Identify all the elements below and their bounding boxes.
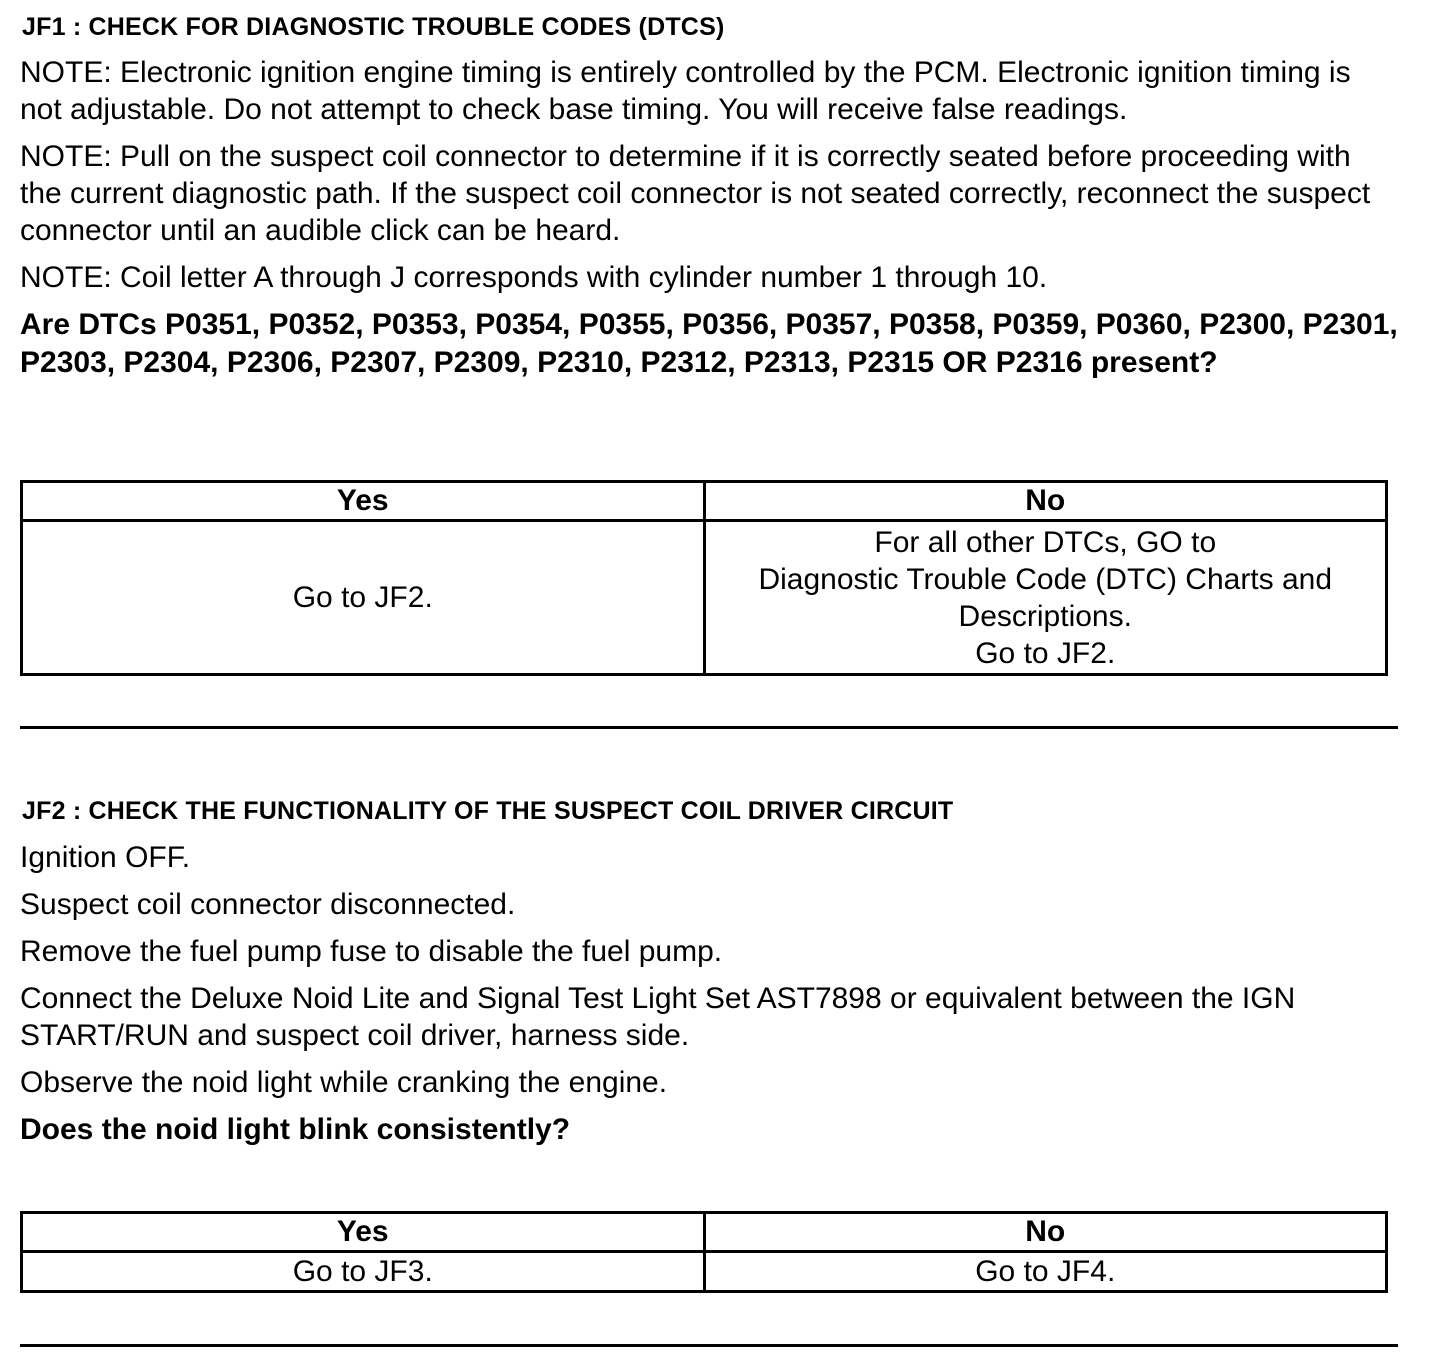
jf1-note-connector: NOTE: Pull on the suspect coil connector to determine if it is correctly seated before proceeding with the current diagnostic path. If the suspect coil connector is not seated correctly, reconnect the suspect connector until an audible click can be heard. xyxy=(20,140,1371,247)
section-divider xyxy=(20,726,1398,729)
jf1-note-timing: NOTE: Electronic ignition engine timing is entirely controlled by the PCM. Electronic ignition timing is not adjustable. Do not attempt to check base timing. You will receive false readings. xyxy=(20,56,1351,126)
yes-action-link[interactable]: Go to JF2. xyxy=(292,581,433,614)
section-divider xyxy=(20,1344,1398,1347)
jf2-question: Does the noid light blink consistently? xyxy=(20,1113,571,1146)
no-action-link[interactable]: Go to JF4. xyxy=(975,1255,1116,1288)
jf1-question: Are DTCs P0351, P0352, P0353, P0354, P0355, P0356, P0357, P0358, P0359, P0360, P2300, P2301, P2303, P2304, P2306, P2307, P2309, P2310, P2312, P2313, P2315 OR P2316 present? xyxy=(20,308,1398,379)
no-header: No xyxy=(704,1213,1387,1252)
table-row xyxy=(22,1252,1387,1292)
jf1-section xyxy=(20,12,1400,382)
jf1-title: JF1 : CHECK FOR DIAGNOSTIC TROUBLE CODES (DTCS) xyxy=(22,13,725,41)
jf2-step-disconnect: Suspect coil connector disconnected. xyxy=(20,888,516,921)
yes-action-link[interactable]: Go to JF3. xyxy=(292,1255,433,1288)
table-row xyxy=(22,521,1387,675)
jf2-title: JF2 : CHECK THE FUNCTIONALITY OF THE SUSPECT COIL DRIVER CIRCUIT xyxy=(22,797,954,825)
jf2-section xyxy=(20,796,1400,1149)
no-line-3: Descriptions. xyxy=(958,599,1132,633)
jf2-step-ignition: Ignition OFF. xyxy=(20,841,191,874)
jf2-step-observe: Observe the noid light while cranking the engine. xyxy=(20,1066,668,1099)
no-line-2-link[interactable]: Diagnostic Trouble Code (DTC) Charts and xyxy=(758,562,1333,596)
jf2-result-table xyxy=(20,1211,1388,1293)
yes-header: Yes xyxy=(22,482,705,521)
no-action-link[interactable]: Go to JF2. xyxy=(975,636,1116,670)
no-cell xyxy=(704,1252,1387,1292)
no-line-1: For all other DTCs, GO to xyxy=(874,525,1217,559)
no-cell xyxy=(704,521,1387,675)
yes-cell xyxy=(22,1252,705,1292)
jf1-note-coil-letter: NOTE: Coil letter A through J corresponds with cylinder number 1 through 10. xyxy=(20,261,1048,294)
yes-header: Yes xyxy=(22,1213,705,1252)
jf2-step-fuse: Remove the fuel pump fuse to disable the fuel pump. xyxy=(20,935,723,968)
table-header-row xyxy=(22,1213,1387,1252)
table-header-row xyxy=(22,482,1387,521)
jf1-result-table xyxy=(20,480,1388,676)
jf2-step-connect: Connect the Deluxe Noid Lite and Signal Test Light Set AST7898 or equivalent between the IGN START/RUN and suspect coil driver, harness side. xyxy=(20,982,1296,1052)
no-header: No xyxy=(704,482,1387,521)
yes-cell xyxy=(22,521,705,675)
